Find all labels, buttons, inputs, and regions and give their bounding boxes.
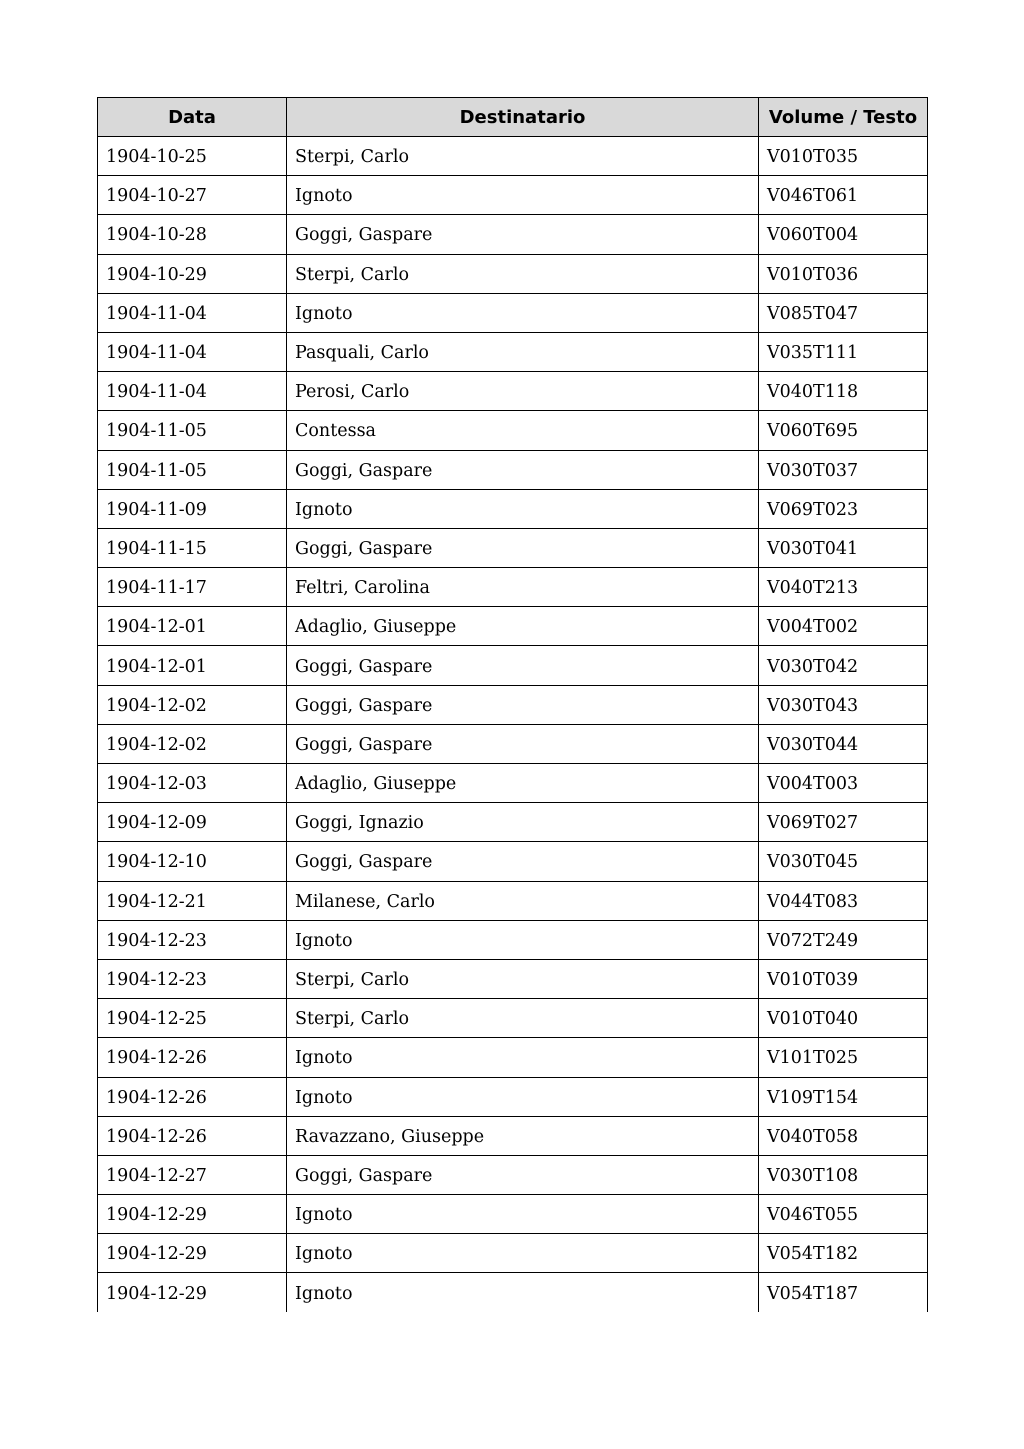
cell-volume-text: V109T154 [759, 1077, 928, 1116]
table-row [98, 176, 928, 215]
table-row [98, 450, 928, 489]
cell-volume-text: V101T025 [759, 1038, 928, 1077]
table-row [98, 920, 928, 959]
cell-date: 1904-12-09 [98, 803, 287, 842]
cell-recipient: Ignoto [287, 1234, 759, 1273]
cell-recipient: Adaglio, Giuseppe [287, 607, 759, 646]
cell-volume-text: V072T249 [759, 920, 928, 959]
table-row [98, 1195, 928, 1234]
cell-volume-text: V030T108 [759, 1155, 928, 1194]
cell-recipient: Goggi, Gaspare [287, 842, 759, 881]
cell-date: 1904-10-27 [98, 176, 287, 215]
table-row [98, 254, 928, 293]
column-header-volume-text: Volume / Testo [759, 98, 928, 137]
table-row [98, 764, 928, 803]
cell-date: 1904-12-02 [98, 724, 287, 763]
cell-volume-text: V004T003 [759, 764, 928, 803]
cell-date: 1904-12-29 [98, 1273, 287, 1312]
table-row [98, 842, 928, 881]
cell-volume-text: V060T004 [759, 215, 928, 254]
table-row [98, 685, 928, 724]
cell-volume-text: V030T037 [759, 450, 928, 489]
cell-recipient: Goggi, Gaspare [287, 685, 759, 724]
cell-volume-text: V030T041 [759, 528, 928, 567]
cell-date: 1904-12-01 [98, 646, 287, 685]
cell-recipient: Goggi, Gaspare [287, 215, 759, 254]
table-row [98, 1038, 928, 1077]
cell-volume-text: V046T061 [759, 176, 928, 215]
cell-volume-text: V004T002 [759, 607, 928, 646]
table-row [98, 999, 928, 1038]
column-header-recipient: Destinatario [287, 98, 759, 137]
cell-volume-text: V030T043 [759, 685, 928, 724]
cell-date: 1904-11-04 [98, 293, 287, 332]
cell-date: 1904-11-17 [98, 568, 287, 607]
cell-recipient: Ignoto [287, 1077, 759, 1116]
cell-recipient: Ignoto [287, 489, 759, 528]
cell-date: 1904-12-26 [98, 1116, 287, 1155]
cell-recipient: Goggi, Gaspare [287, 646, 759, 685]
table-row [98, 1116, 928, 1155]
cell-date: 1904-10-28 [98, 215, 287, 254]
table-row [98, 411, 928, 450]
column-header-date: Data [98, 98, 287, 137]
cell-date: 1904-11-04 [98, 332, 287, 371]
cell-volume-text: V010T040 [759, 999, 928, 1038]
cell-date: 1904-11-15 [98, 528, 287, 567]
cell-date: 1904-11-05 [98, 450, 287, 489]
cell-date: 1904-12-26 [98, 1038, 287, 1077]
cell-date: 1904-10-25 [98, 137, 287, 176]
table-row [98, 332, 928, 371]
cell-recipient: Ravazzano, Giuseppe [287, 1116, 759, 1155]
cell-volume-text: V069T023 [759, 489, 928, 528]
cell-volume-text: V054T187 [759, 1273, 928, 1312]
table-row [98, 137, 928, 176]
cell-recipient: Goggi, Ignazio [287, 803, 759, 842]
table-row [98, 1077, 928, 1116]
table-row [98, 1234, 928, 1273]
cell-date: 1904-12-29 [98, 1234, 287, 1273]
table-body [98, 137, 928, 1313]
cell-date: 1904-12-26 [98, 1077, 287, 1116]
table-row [98, 568, 928, 607]
cell-recipient: Ignoto [287, 176, 759, 215]
cell-volume-text: V010T036 [759, 254, 928, 293]
cell-date: 1904-11-04 [98, 372, 287, 411]
cell-volume-text: V040T058 [759, 1116, 928, 1155]
cell-recipient: Ignoto [287, 293, 759, 332]
table-row [98, 959, 928, 998]
cell-recipient: Milanese, Carlo [287, 881, 759, 920]
cell-date: 1904-12-23 [98, 959, 287, 998]
cell-recipient: Perosi, Carlo [287, 372, 759, 411]
cell-volume-text: V040T213 [759, 568, 928, 607]
cell-recipient: Ignoto [287, 1195, 759, 1234]
table-row [98, 803, 928, 842]
cell-volume-text: V010T039 [759, 959, 928, 998]
cell-date: 1904-12-02 [98, 685, 287, 724]
cell-volume-text: V046T055 [759, 1195, 928, 1234]
cell-recipient: Goggi, Gaspare [287, 528, 759, 567]
cell-recipient: Adaglio, Giuseppe [287, 764, 759, 803]
table-row [98, 724, 928, 763]
cell-date: 1904-12-23 [98, 920, 287, 959]
cell-recipient: Contessa [287, 411, 759, 450]
cell-volume-text: V054T182 [759, 1234, 928, 1273]
table-header-row [98, 98, 928, 137]
cell-volume-text: V030T044 [759, 724, 928, 763]
letters-table [97, 97, 928, 1312]
table-row [98, 1155, 928, 1194]
cell-recipient: Pasquali, Carlo [287, 332, 759, 371]
table-row [98, 489, 928, 528]
table-row [98, 607, 928, 646]
cell-volume-text: V030T045 [759, 842, 928, 881]
cell-volume-text: V010T035 [759, 137, 928, 176]
cell-date: 1904-10-29 [98, 254, 287, 293]
cell-date: 1904-12-25 [98, 999, 287, 1038]
cell-date: 1904-12-29 [98, 1195, 287, 1234]
table-row [98, 528, 928, 567]
table-row [98, 1273, 928, 1312]
cell-volume-text: V040T118 [759, 372, 928, 411]
cell-date: 1904-12-21 [98, 881, 287, 920]
cell-volume-text: V060T695 [759, 411, 928, 450]
cell-date: 1904-12-01 [98, 607, 287, 646]
cell-recipient: Sterpi, Carlo [287, 959, 759, 998]
table-row [98, 293, 928, 332]
cell-date: 1904-11-09 [98, 489, 287, 528]
cell-recipient: Ignoto [287, 1038, 759, 1077]
cell-recipient: Sterpi, Carlo [287, 137, 759, 176]
cell-date: 1904-11-05 [98, 411, 287, 450]
cell-recipient: Sterpi, Carlo [287, 254, 759, 293]
cell-date: 1904-12-10 [98, 842, 287, 881]
cell-recipient: Goggi, Gaspare [287, 450, 759, 489]
cell-volume-text: V069T027 [759, 803, 928, 842]
cell-recipient: Sterpi, Carlo [287, 999, 759, 1038]
cell-recipient: Goggi, Gaspare [287, 1155, 759, 1194]
cell-volume-text: V030T042 [759, 646, 928, 685]
cell-date: 1904-12-27 [98, 1155, 287, 1194]
cell-volume-text: V035T111 [759, 332, 928, 371]
table-row [98, 881, 928, 920]
cell-recipient: Ignoto [287, 920, 759, 959]
cell-date: 1904-12-03 [98, 764, 287, 803]
table-row [98, 215, 928, 254]
table-row [98, 646, 928, 685]
cell-volume-text: V085T047 [759, 293, 928, 332]
table-row [98, 372, 928, 411]
cell-volume-text: V044T083 [759, 881, 928, 920]
cell-recipient: Ignoto [287, 1273, 759, 1312]
cell-recipient: Feltri, Carolina [287, 568, 759, 607]
cell-recipient: Goggi, Gaspare [287, 724, 759, 763]
